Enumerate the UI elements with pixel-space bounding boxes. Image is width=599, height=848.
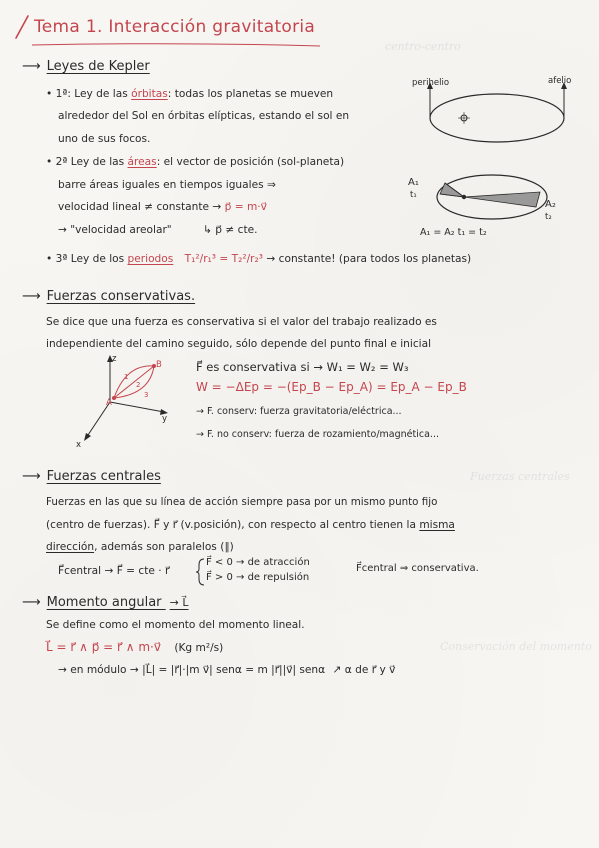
law3-rest: → constante! (para todos los planetas)	[266, 253, 472, 265]
law2-number: • 2ª	[46, 156, 68, 168]
perihelio-label: perihelio	[412, 78, 450, 88]
law1-label: : Ley de las	[67, 88, 132, 100]
law1-rest: : todas los planetas se mueven	[167, 88, 334, 100]
law3-keyword: periodos	[127, 253, 174, 265]
angular-heading-text: Momento angular	[46, 595, 162, 610]
direction-keyword: dirección	[46, 541, 95, 553]
conservative-condition: F⃗ es conservativa si → W₁ = W₂ = W₃	[196, 360, 409, 374]
attraction-rule: F⃗ < 0 → de atracción	[206, 557, 310, 568]
work-formula: W = −ΔEp = −(Ep_B − Ep_A) = Ep_A − Ep_B	[196, 380, 467, 394]
law3-label: Ley de los	[67, 253, 128, 265]
central-heading-text: Fuerzas centrales	[46, 469, 161, 484]
momentum-not-constant: ↳ p⃗ ≠ cte.	[203, 224, 258, 236]
point-a-label: A	[106, 398, 112, 408]
momentum-formula: p⃗ = m·v⃗	[224, 201, 267, 213]
angular-modulus	[58, 663, 395, 677]
central-heading: ⟶ Fuerzas centrales	[22, 469, 161, 484]
ghost-text-2: Fuerzas centrales	[470, 470, 570, 483]
law2-rest: : el vector de posición (sol-planeta)	[156, 156, 345, 168]
conservative-def-line1: Se dice que una fuerza es conservativa si el valor del trabajo realizado es	[46, 316, 437, 328]
parallel-note: , además son paralelos (∥)	[94, 541, 234, 553]
kepler-heading: ⟶ Leyes de Kepler	[22, 59, 150, 74]
title-tick-mark	[14, 14, 34, 44]
central-def-line2	[46, 518, 455, 532]
angular-formula: L⃗ = r⃗ ∧ p⃗ = r⃗ ∧ m·v⃗	[46, 640, 161, 654]
path-axes-diagram	[78, 354, 188, 454]
ghost-text-1: centro-centro	[385, 40, 461, 53]
areolar-velocity: → "velocidad areolar"	[58, 224, 172, 236]
law3-formula: T₁²/r₁³ = T₂²/r₂³	[184, 253, 264, 265]
law2-line2: barre áreas iguales en tiempos iguales ⇒	[58, 179, 276, 191]
brace-icon	[196, 558, 206, 586]
central-def-line3	[46, 540, 234, 554]
central-def-line1: Fuerzas en las que su línea de acción siempre pasa por un mismo punto fijo	[46, 496, 438, 508]
path-3-label: 3	[144, 391, 149, 399]
law2-label: Ley de las	[67, 156, 128, 168]
law2-line1	[46, 155, 344, 169]
nonconservative-example: → F. no conserv: fuerza de rozamiento/magnética...	[196, 429, 439, 440]
page-title: Tema 1. Interacción gravitatoria	[34, 17, 316, 37]
law2-line4	[58, 223, 258, 237]
alpha-note: ↗ α de r⃗ y v⃗	[332, 664, 396, 676]
law2-line3	[58, 200, 267, 214]
repulsion-rule: F⃗ > 0 → de repulsión	[206, 572, 310, 583]
conservative-heading-text: Fuerzas conservativas.	[46, 289, 196, 304]
axis-x-label: x	[76, 440, 82, 450]
same-keyword: misma	[419, 519, 455, 531]
conservative-heading: ⟶ Fuerzas conservativas.	[22, 289, 196, 304]
time-t1-label: t₁	[410, 190, 417, 200]
law1-line2: alrededor del Sol en órbitas elípticas, estando el sol en	[58, 110, 350, 122]
law2-line3-text: velocidad lineal ≠ constante →	[58, 201, 222, 213]
force-center: (centro de fuerzas).	[46, 519, 151, 531]
angular-definition: Se define como el momento del momento lineal.	[46, 619, 305, 631]
afelio-label: afelio	[548, 76, 572, 86]
kepler-heading-text: Leyes de Kepler	[46, 59, 150, 74]
law3-line	[46, 252, 471, 266]
law1-line1	[46, 87, 333, 101]
central-conservative: F⃗central ⇒ conservativa.	[356, 563, 479, 574]
axis-y-label: y	[162, 414, 168, 424]
conservative-example: → F. conserv: fuerza gravitatoria/eléctrica...	[196, 406, 402, 417]
modulus-formula: → en módulo → |L⃗| = |r⃗|·|m v⃗| senα = m |r⃗||v⃗| senα	[58, 664, 326, 676]
central-rule: F⃗central → F⃗ = cte · r⃗	[58, 565, 170, 577]
area-a2-label: A₂	[545, 199, 556, 210]
law3-number: • 3ª	[46, 253, 68, 265]
angular-units: (Kg m²/s)	[174, 642, 224, 654]
conservative-def-line2: independiente del camino seguido, sólo depende del punto final e inicial	[46, 338, 432, 350]
angular-heading: ⟶ Momento angular → L⃗	[22, 595, 189, 610]
law1-line3: uno de sus focos.	[58, 133, 151, 145]
angular-heading-suffix: → L⃗	[169, 596, 189, 609]
equal-areas-diagram	[430, 164, 560, 234]
area-a1-label: A₁	[408, 177, 419, 188]
path-2-label: 2	[136, 381, 141, 389]
title-underline	[30, 42, 330, 48]
axis-z-label: z	[112, 354, 117, 364]
parallel-text: F⃗ y r⃗ (v.posición), con respecto al centro tienen la	[153, 519, 416, 531]
bullet: •	[46, 88, 53, 100]
time-t2-label: t₂	[545, 212, 552, 222]
point-b-label: B	[156, 360, 162, 370]
ghost-text-3: Conservación del momento	[440, 640, 592, 653]
law1-number: 1ª	[55, 88, 68, 100]
path-1-label: 1	[124, 373, 129, 381]
equal-areas-caption: A₁ = A₂ t₁ = t₂	[420, 227, 487, 238]
law1-keyword: órbitas	[131, 88, 168, 100]
angular-formula-line	[46, 640, 223, 655]
law2-keyword: áreas	[127, 156, 157, 168]
